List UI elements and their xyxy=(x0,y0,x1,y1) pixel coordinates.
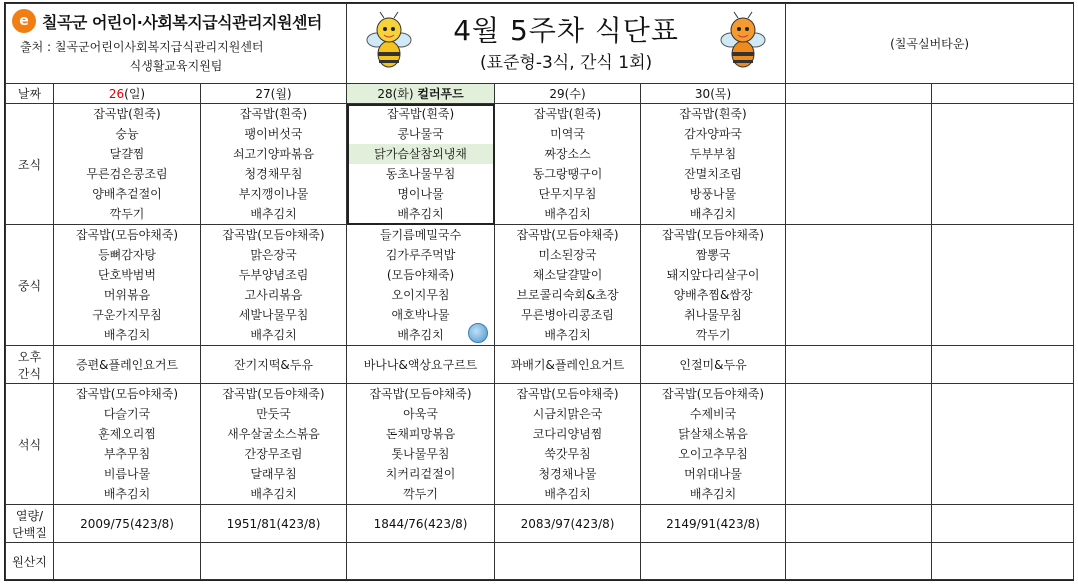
dinner-mon xyxy=(201,384,347,505)
menu-item: 배추김치 xyxy=(250,487,297,501)
empty-cell xyxy=(347,543,495,580)
menu-item: 잡곡밥(흰죽) xyxy=(93,107,161,121)
breakfast-wed xyxy=(495,104,641,225)
menu-item: 김가루주먹밥 xyxy=(385,248,456,262)
menu-item: 맑은장국 xyxy=(250,248,297,262)
snack-label-line1: 오후 xyxy=(17,349,42,364)
menu-item: 잡곡밥(흰죽) xyxy=(239,107,308,121)
menu-item: 잡곡밥(흰죽) xyxy=(533,107,602,121)
calorie-thu: 2149/91(423/8) xyxy=(641,505,786,543)
menu-item: 간장무조림 xyxy=(244,447,303,461)
menu-item: 돼지앞다리살구이 xyxy=(666,268,760,282)
water-drop-icon xyxy=(468,323,488,343)
menu-item: 배추김치 xyxy=(103,328,151,342)
bee-mascot-icon xyxy=(719,10,767,72)
menu-item: 비름나물 xyxy=(103,467,151,481)
snack-tue: 바나나&액상요구르트 xyxy=(347,346,495,384)
snack-label-line2: 간식 xyxy=(17,366,42,381)
menu-item: 동초나물무침 xyxy=(385,167,456,181)
lunch-sun xyxy=(54,225,201,346)
menu-item: 고사리볶음 xyxy=(244,288,303,302)
breakfast-mon xyxy=(201,104,347,225)
menu-item: 단호박범벅 xyxy=(98,268,156,282)
empty-cell xyxy=(201,543,347,580)
menu-table xyxy=(5,3,1074,580)
menu-item: 쑥갓무침 xyxy=(544,447,591,461)
menu-item: 양배추겉절이 xyxy=(92,187,162,201)
menu-item: 훈제오리찜 xyxy=(98,427,156,441)
menu-item: 배추김치 xyxy=(544,328,591,342)
menu-item: 부지깽이나물 xyxy=(238,187,309,201)
org-name: 칠곡군 어린이·사회복지급식관리지원센터 xyxy=(42,12,322,32)
day-header-sun xyxy=(54,84,201,104)
menu-item: 깍두기 xyxy=(403,487,438,501)
origin-label: 원산지 xyxy=(6,543,54,580)
menu-item: 달걀찜 xyxy=(109,147,145,161)
snack-thu: 인절미&두유 xyxy=(641,346,786,384)
lunch-tue xyxy=(347,225,495,346)
menu-item: 세발나물무침 xyxy=(238,308,309,322)
menu-item: 애호박나물 xyxy=(391,308,450,322)
day-tue-date: 28(화) xyxy=(377,87,414,101)
menu-item: 무른검은콩조림 xyxy=(86,167,168,181)
dinner-thu xyxy=(641,384,786,505)
title-cell xyxy=(347,4,786,84)
menu-item: 콩나물국 xyxy=(397,127,444,141)
day-sun-weekday: (일) xyxy=(124,87,146,101)
day-sun-num: 26 xyxy=(108,87,125,101)
menu-item: 톳나물무침 xyxy=(391,447,450,461)
menu-item: 잡곡밥(모듬야채죽) xyxy=(516,387,619,401)
empty-cell xyxy=(54,543,201,580)
menu-item: 코다리양념찜 xyxy=(532,427,603,441)
calorie-wed: 2083/97(423/8) xyxy=(495,505,641,543)
menu-item: 배추김치 xyxy=(544,487,591,501)
menu-item: 배추김치 xyxy=(250,207,297,221)
menu-item: 동그랑땡구이 xyxy=(532,167,603,181)
day-header-thu: 30(목) xyxy=(641,84,786,104)
menu-item: 잡곡밥(모듬야채죽) xyxy=(75,228,179,242)
menu-item: 무른병아리콩조림 xyxy=(521,308,614,322)
menu-item: 들기름메밀국수 xyxy=(379,228,462,242)
menu-item: 쇠고기양파볶음 xyxy=(232,147,315,161)
day-header-empty xyxy=(932,84,1074,104)
menu-item: 오이고추무침 xyxy=(678,447,748,461)
menu-item: 잡곡밥(모듬야채죽) xyxy=(661,228,765,242)
snack-sun: 증편&플레인요거트 xyxy=(54,346,201,384)
empty-cell xyxy=(786,346,932,384)
dinner-tue xyxy=(347,384,495,505)
menu-item: 수제비국 xyxy=(689,407,737,421)
menu-item: 머위볶음 xyxy=(103,288,151,302)
menu-item: 청경채무침 xyxy=(244,167,303,181)
menu-item: 취나물무침 xyxy=(684,308,743,322)
menu-item: 잡곡밥(흰죽) xyxy=(386,107,455,121)
menu-item: 미역국 xyxy=(550,127,585,141)
empty-cell xyxy=(932,225,1074,346)
menu-item: 배추김치 xyxy=(689,207,737,221)
empty-cell xyxy=(932,505,1074,543)
empty-cell xyxy=(932,104,1074,225)
source-team: 식생활교육지원팀 xyxy=(129,59,223,73)
calorie-tue: 1844/76(423/8) xyxy=(347,505,495,543)
snack-mon: 잔기지떡&두유 xyxy=(201,346,347,384)
breakfast-label: 조식 xyxy=(6,104,54,225)
menu-item: 돈채피망볶음 xyxy=(385,427,456,441)
menu-item: 양배추찜&쌈장 xyxy=(673,288,753,302)
menu-item: 잡곡밥(모듬야채죽) xyxy=(222,387,325,401)
lunch-label: 중식 xyxy=(6,225,54,346)
menu-item: 닭살채소볶음 xyxy=(678,427,748,441)
empty-cell xyxy=(495,543,641,580)
lunch-mon xyxy=(201,225,347,346)
empty-cell xyxy=(786,384,932,505)
menu-item: 배추김치 xyxy=(103,487,151,501)
empty-cell xyxy=(932,543,1074,580)
menu-item: 잡곡밥(모듬야채죽) xyxy=(661,387,765,401)
menu-item: 오이지무침 xyxy=(391,288,450,302)
calorie-label-line1: 열량/ xyxy=(15,508,44,523)
empty-cell xyxy=(641,543,786,580)
empty-cell xyxy=(932,384,1074,505)
breakfast-tue[interactable] xyxy=(347,104,495,225)
day-header-mon: 27(월) xyxy=(201,84,347,104)
date-label: 날짜 xyxy=(6,84,54,104)
org-header xyxy=(6,4,347,84)
day-header-tue xyxy=(347,84,495,104)
menu-item: 깍두기 xyxy=(695,328,731,342)
empty-cell xyxy=(786,543,932,580)
dinner-wed xyxy=(495,384,641,505)
menu-item: 두부부침 xyxy=(689,147,737,161)
menu-item: 등뼈감자탕 xyxy=(98,248,156,262)
menu-item: 방풍나물 xyxy=(689,187,737,201)
menu-item: 팽이버섯국 xyxy=(244,127,303,141)
menu-item: 감자양파국 xyxy=(684,127,743,141)
day-header-empty xyxy=(786,84,932,104)
menu-item: 잡곡밥(모듬야채죽) xyxy=(222,228,325,242)
menu-item: 달래무침 xyxy=(250,467,297,481)
bee-mascot-icon xyxy=(365,10,413,72)
menu-title: 4월 5주차 식단표 xyxy=(453,13,679,47)
menu-item: 시금치맑은국 xyxy=(532,407,603,421)
menu-item: 두부양념조림 xyxy=(238,268,309,282)
empty-cell xyxy=(786,104,932,225)
dinner-label: 석식 xyxy=(6,384,54,505)
menu-item: 다슬기국 xyxy=(103,407,151,421)
calorie-sun: 2009/75(423/8) xyxy=(54,505,201,543)
menu-item: 청경채나물 xyxy=(538,467,597,481)
menu-item: 만둣국 xyxy=(256,407,291,421)
menu-item: 단무지무침 xyxy=(538,187,597,201)
menu-item: 배추김치 xyxy=(397,328,444,342)
menu-item: 짬뽕국 xyxy=(695,248,731,262)
menu-item: (모듬야채죽) xyxy=(386,268,455,282)
breakfast-sun xyxy=(54,104,201,225)
calorie-label xyxy=(6,505,54,543)
menu-item: 미소된장국 xyxy=(538,248,597,262)
menu-item: 브로콜리숙회&초장 xyxy=(516,288,619,302)
menu-item: 배추김치 xyxy=(544,207,591,221)
calorie-label-line2: 단백질 xyxy=(12,525,47,540)
menu-item: 부추무침 xyxy=(103,447,151,461)
empty-cell xyxy=(786,225,932,346)
menu-item: 아욱국 xyxy=(403,407,438,421)
empty-cell xyxy=(786,505,932,543)
lunch-thu xyxy=(641,225,786,346)
menu-item: 잡곡밥(모듬야채죽) xyxy=(369,387,472,401)
menu-item: 새우살굴소스볶음 xyxy=(227,427,320,441)
menu-item: 배추김치 xyxy=(250,328,297,342)
menu-sheet xyxy=(4,2,1074,581)
menu-item: 닭가슴살참외냉채 xyxy=(347,144,494,164)
menu-item: 배추김치 xyxy=(397,207,444,221)
menu-item: 구운가지무침 xyxy=(92,308,162,322)
snack-wed: 꽈배기&플레인요거트 xyxy=(495,346,641,384)
source-line: 출처 : 칠곡군어린이사회복지급식관리지원센터 xyxy=(20,40,264,54)
menu-item: 짜장소스 xyxy=(544,147,591,161)
dinner-sun xyxy=(54,384,201,505)
menu-item: 배추김치 xyxy=(689,487,737,501)
breakfast-thu xyxy=(641,104,786,225)
calorie-mon: 1951/81(423/8) xyxy=(201,505,347,543)
snack-label xyxy=(6,346,54,384)
menu-item: 잔멸치조림 xyxy=(684,167,743,181)
menu-item: 잡곡밥(모듬야채죽) xyxy=(75,387,179,401)
menu-item: 채소달걀말이 xyxy=(532,268,603,282)
menu-item: 숭늉 xyxy=(115,127,139,141)
day-header-wed: 29(수) xyxy=(495,84,641,104)
empty-cell xyxy=(932,346,1074,384)
menu-item: 깍두기 xyxy=(109,207,145,221)
menu-item: 잡곡밥(흰죽) xyxy=(679,107,747,121)
menu-item: 머위대나물 xyxy=(684,467,743,481)
menu-item: 잡곡밥(모듬야채죽) xyxy=(516,228,619,242)
site-name: (칠곡실버타운) xyxy=(786,4,1074,84)
menu-item: 치커리겉절이 xyxy=(385,467,456,481)
menu-item: 명이나물 xyxy=(397,187,444,201)
menu-subtitle: (표준형-3식, 간식 1회) xyxy=(479,52,653,73)
org-logo-icon: e xyxy=(12,9,36,33)
lunch-wed xyxy=(495,225,641,346)
color-food-tag: 컬러푸드 xyxy=(417,87,464,101)
